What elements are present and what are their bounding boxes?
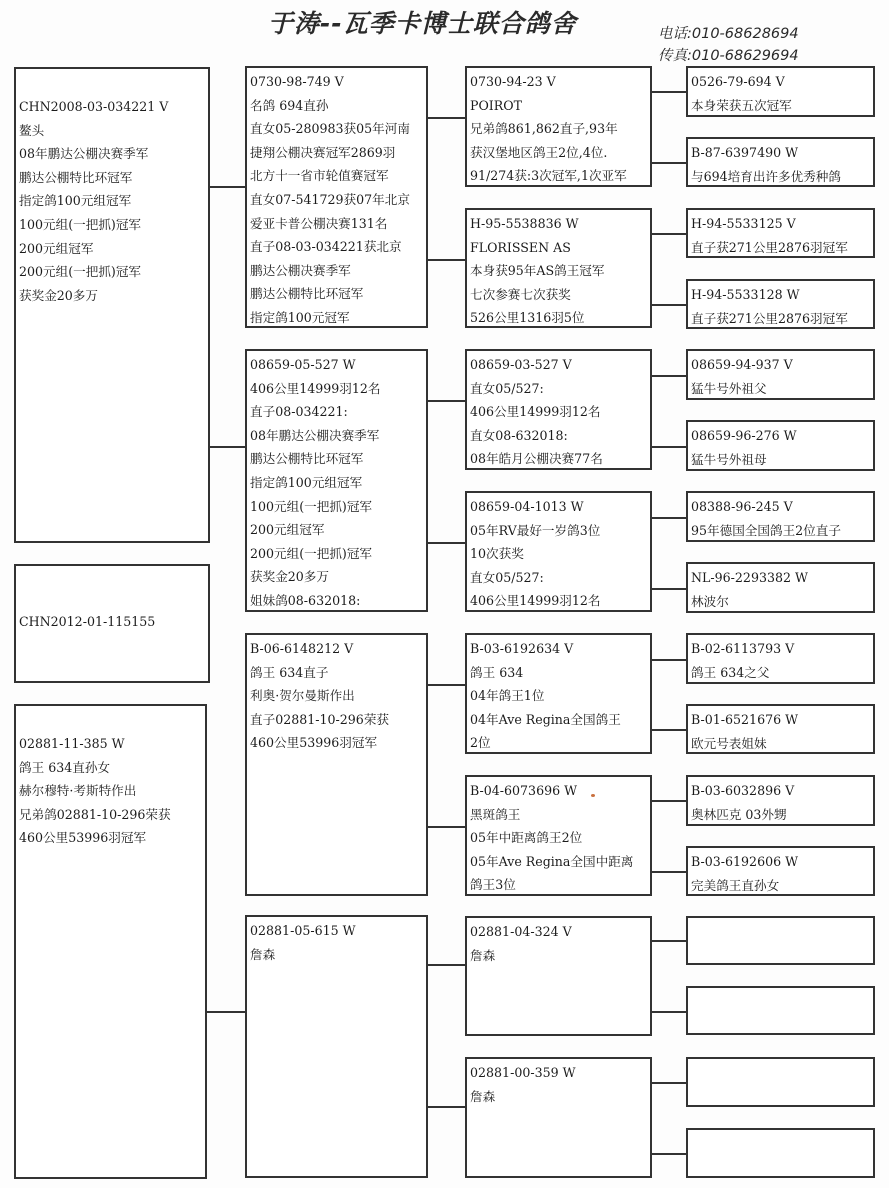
great-grandparent-box bbox=[686, 208, 875, 258]
connector-line bbox=[428, 400, 465, 402]
ring-number: CHN2012-01-115155 bbox=[19, 614, 156, 629]
ring-number: 08659-05-527 W bbox=[250, 357, 356, 372]
ring-number: 08659-96-276 W bbox=[691, 428, 797, 443]
pedigree-note: 05年RV最好一岁鸽3位 bbox=[470, 522, 601, 538]
ring-number: 08659-04-1013 W bbox=[470, 499, 584, 514]
grandparent-box bbox=[465, 208, 652, 328]
pedigree-note: 直女05/527: bbox=[470, 380, 544, 396]
pedigree-note: 指定鸽100元组冠军 bbox=[250, 474, 363, 490]
connector-line bbox=[652, 517, 686, 519]
pedigree-note: 直子08-034221: bbox=[250, 404, 348, 420]
grandparent-box bbox=[465, 1057, 652, 1178]
great-grandparent-box bbox=[686, 846, 875, 896]
great-grandparent-box bbox=[686, 491, 875, 542]
ring-number: B-02-6113793 V bbox=[691, 641, 795, 656]
fax-number: 传真:010-68629694 bbox=[658, 48, 799, 64]
pedigree-note: 爱亚卡普公棚决赛131名 bbox=[250, 215, 388, 231]
grandparent-box bbox=[465, 775, 652, 896]
ring-number: NL-96-2293382 W bbox=[691, 570, 808, 585]
pedigree-note: 鹏达公棚决赛季军 bbox=[250, 262, 351, 278]
pedigree-note: 406公里14999羽12名 bbox=[470, 593, 601, 609]
ring-number: 02881-04-324 V bbox=[470, 924, 572, 939]
connector-line bbox=[210, 446, 245, 448]
pedigree-note: 406公里14999羽12名 bbox=[250, 380, 381, 396]
ring-number: B-87-6397490 W bbox=[691, 145, 799, 160]
connector-line bbox=[652, 162, 686, 164]
ring-number: B-06-6148212 V bbox=[250, 641, 354, 656]
pedigree-note: POIROT bbox=[470, 97, 522, 113]
pedigree-note: 460公里53996羽冠军 bbox=[250, 735, 378, 751]
ring-number: B-03-6032896 V bbox=[691, 783, 795, 798]
great-grandparent-box-empty bbox=[686, 986, 875, 1035]
pedigree-note: 兄弟鸽861,862直子,93年 bbox=[470, 121, 618, 137]
pedigree-note: 北方十一省市轮值赛冠军 bbox=[250, 168, 389, 184]
pedigree-note: 完美鸽王直孙女 bbox=[691, 877, 780, 893]
pedigree-note: 黑斑鸽王 bbox=[470, 806, 521, 822]
connector-line bbox=[652, 375, 686, 377]
great-grandparent-box-empty bbox=[686, 916, 875, 965]
ring-number: B-03-6192634 V bbox=[470, 641, 574, 656]
connector-line bbox=[652, 871, 686, 873]
pedigree-note: 08年鹏达公棚决赛季军 bbox=[250, 427, 380, 443]
pedigree-note: 七次参赛七次获奖 bbox=[470, 286, 571, 302]
pedigree-note: 姐妹鸽08-632018: bbox=[250, 592, 361, 608]
ring-number: B-03-6192606 W bbox=[691, 854, 799, 869]
phone-number: 电话:010-68628694 bbox=[658, 26, 799, 42]
connector-line bbox=[652, 446, 686, 448]
pedigree-note: 获汉堡地区鸽王2位,4位. bbox=[470, 144, 608, 160]
pedigree-note: 捷翔公棚决赛冠军2869羽 bbox=[250, 144, 396, 160]
dam-2-box bbox=[245, 915, 428, 1178]
pedigree-note: 林波尔 bbox=[691, 593, 729, 609]
pedigree-note: 04年Ave Regina全国鸽王 bbox=[470, 711, 621, 727]
pedigree-note: 10次获奖 bbox=[470, 546, 524, 562]
pedigree-note: 406公里14999羽12名 bbox=[470, 404, 601, 420]
great-grandparent-box bbox=[686, 704, 875, 754]
pedigree-note: 猛牛号外祖父 bbox=[691, 380, 767, 396]
pedigree-note: 直女05/527: bbox=[470, 569, 544, 585]
pedigree-note: 利奥·贺尔曼斯作出 bbox=[250, 688, 355, 704]
page-title: 于涛--瓦季卡博士联合鸽舍 bbox=[268, 9, 577, 38]
pedigree-note: 95年德国全国鸽王2位直子 bbox=[691, 522, 841, 538]
paper-stain bbox=[591, 794, 595, 797]
subject-box-2 bbox=[14, 564, 210, 683]
ring-number: H-94-5533125 V bbox=[691, 216, 796, 231]
pedigree-note: 91/274获:3次冠军,1次亚军 bbox=[470, 168, 627, 184]
ring-number: 02881-11-385 W bbox=[19, 736, 125, 751]
pedigree-note: 名鸽 694直孙 bbox=[250, 97, 329, 113]
pedigree-note: 100元组(一把抓)冠军 bbox=[250, 498, 373, 514]
grandparent-box bbox=[465, 916, 652, 1036]
connector-line bbox=[428, 964, 465, 966]
pedigree-note: 08年皓月公棚决赛77名 bbox=[470, 451, 603, 467]
pedigree-note: 200元组(一把抓)冠军 bbox=[19, 264, 142, 280]
connector-line bbox=[652, 233, 686, 235]
connector-line bbox=[428, 117, 465, 119]
pedigree-note: 鸽王3位 bbox=[470, 877, 516, 893]
pedigree-note: 200元组冠军 bbox=[250, 522, 325, 538]
pedigree-note: 詹森 bbox=[470, 947, 496, 963]
pedigree-note: 猛牛号外祖母 bbox=[691, 451, 767, 467]
pedigree-note: 直女07-541729获07年北京 bbox=[250, 191, 410, 207]
pedigree-note: 直子08-03-034221获北京 bbox=[250, 239, 402, 255]
grandparent-box bbox=[465, 491, 652, 612]
subject-box-1 bbox=[14, 67, 210, 543]
pedigree-note: 赫尔穆特·考斯特作出 bbox=[19, 783, 137, 799]
pedigree-note: 05年中距离鸽王2位 bbox=[470, 830, 583, 846]
great-grandparent-box bbox=[686, 349, 875, 400]
connector-line bbox=[652, 1153, 686, 1155]
pedigree-note: 2位 bbox=[470, 735, 491, 751]
great-grandparent-box bbox=[686, 775, 875, 826]
pedigree-note: 05年Ave Regina全国中距离 bbox=[470, 853, 634, 869]
sire-2-box bbox=[245, 633, 428, 896]
pedigree-note: 直子获271公里2876羽冠军 bbox=[691, 239, 848, 255]
pedigree-note: 直子02881-10-296荣获 bbox=[250, 711, 390, 727]
ring-number: 02881-05-615 W bbox=[250, 923, 356, 938]
pedigree-note: 鳌头 bbox=[19, 122, 45, 138]
pedigree-note: 08年鹏达公棚决赛季军 bbox=[19, 146, 149, 162]
pedigree-note: 鹏达公棚特比环冠军 bbox=[250, 286, 364, 302]
pedigree-note: 直子获271公里2876羽冠军 bbox=[691, 310, 848, 326]
great-grandparent-box bbox=[686, 562, 875, 613]
ring-number: B-01-6521676 W bbox=[691, 712, 799, 727]
pedigree-note: 欧元号表姐妹 bbox=[691, 735, 767, 751]
ring-number: 0730-94-23 V bbox=[470, 74, 556, 89]
ring-number: 08659-03-527 V bbox=[470, 357, 572, 372]
grandparent-box bbox=[465, 633, 652, 754]
pedigree-note: 与694培育出许多优秀种鸽 bbox=[691, 168, 841, 184]
connector-line bbox=[652, 91, 686, 93]
grandparent-box bbox=[465, 66, 652, 187]
pedigree-note: 鹏达公棚特比环冠军 bbox=[19, 169, 133, 185]
subject-box-3 bbox=[14, 704, 207, 1179]
connector-line bbox=[652, 588, 686, 590]
ring-number: CHN2008-03-034221 V bbox=[19, 99, 169, 114]
pedigree-note: 鸽王 634直孙女 bbox=[19, 759, 111, 775]
great-grandparent-box-empty bbox=[686, 1057, 875, 1107]
connector-line bbox=[428, 826, 465, 828]
pedigree-note: 本身获95年AS鸽王冠军 bbox=[470, 263, 605, 279]
pedigree-note: 本身荣获五次冠军 bbox=[691, 97, 792, 113]
great-grandparent-box bbox=[686, 633, 875, 684]
ring-number: B-04-6073696 W bbox=[470, 783, 578, 798]
pedigree-note: 鹏达公棚特比环冠军 bbox=[250, 451, 364, 467]
connector-line bbox=[652, 800, 686, 802]
sire-box bbox=[245, 66, 428, 328]
pedigree-note: 指定鸽100元冠军 bbox=[250, 309, 350, 325]
great-grandparent-box-empty bbox=[686, 1128, 875, 1178]
great-grandparent-box bbox=[686, 279, 875, 329]
pedigree-note: FLORISSEN AS bbox=[470, 239, 571, 255]
connector-line bbox=[652, 1011, 686, 1013]
pedigree-note: 指定鸽100元组冠军 bbox=[19, 193, 132, 209]
pedigree-note: 兄弟鸽02881-10-296荣获 bbox=[19, 806, 171, 822]
pedigree-note: 鸽王 634直子 bbox=[250, 664, 329, 680]
connector-line bbox=[652, 1082, 686, 1084]
pedigree-note: 526公里1316羽5位 bbox=[470, 310, 585, 326]
pedigree-note: 04年鸽王1位 bbox=[470, 688, 545, 704]
ring-number: 08388-96-245 V bbox=[691, 499, 793, 514]
connector-line bbox=[652, 940, 686, 942]
pedigree-note: 获奖金20多万 bbox=[250, 569, 329, 585]
connector-line bbox=[428, 542, 465, 544]
connector-line bbox=[652, 729, 686, 731]
pedigree-note: 直女08-632018: bbox=[470, 427, 568, 443]
grandparent-box bbox=[465, 349, 652, 470]
ring-number: 0730-98-749 V bbox=[250, 74, 344, 89]
dam-box bbox=[245, 349, 428, 612]
great-grandparent-box bbox=[686, 420, 875, 471]
pedigree-note: 鸽王 634 bbox=[470, 664, 524, 680]
ring-number: 02881-00-359 W bbox=[470, 1065, 576, 1080]
pedigree-note: 詹森 bbox=[250, 946, 276, 962]
pedigree-note: 奥林匹克 03外甥 bbox=[691, 806, 787, 822]
connector-line bbox=[652, 659, 686, 661]
ring-number: H-95-5538836 W bbox=[470, 216, 579, 231]
ring-number: H-94-5533128 W bbox=[691, 287, 800, 302]
connector-line bbox=[428, 684, 465, 686]
pedigree-note: 200元组冠军 bbox=[19, 240, 94, 256]
pedigree-note: 鸽王 634之父 bbox=[691, 664, 770, 680]
pedigree-note: 100元组(一把抓)冠军 bbox=[19, 216, 142, 232]
connector-line bbox=[428, 259, 465, 261]
connector-line bbox=[652, 304, 686, 306]
connector-line bbox=[210, 186, 245, 188]
ring-number: 08659-94-937 V bbox=[691, 357, 793, 372]
connector-line bbox=[428, 1106, 465, 1108]
pedigree-note: 460公里53996羽冠军 bbox=[19, 830, 147, 846]
great-grandparent-box bbox=[686, 137, 875, 187]
great-grandparent-box bbox=[686, 66, 875, 117]
pedigree-note: 获奖金20多万 bbox=[19, 287, 98, 303]
pedigree-note: 詹森 bbox=[470, 1088, 496, 1104]
connector-line bbox=[207, 1011, 245, 1013]
pedigree-note: 直女05-280983获05年河南 bbox=[250, 121, 410, 137]
pedigree-note: 200元组(一把抓)冠军 bbox=[250, 545, 373, 561]
ring-number: 0526-79-694 V bbox=[691, 74, 785, 89]
